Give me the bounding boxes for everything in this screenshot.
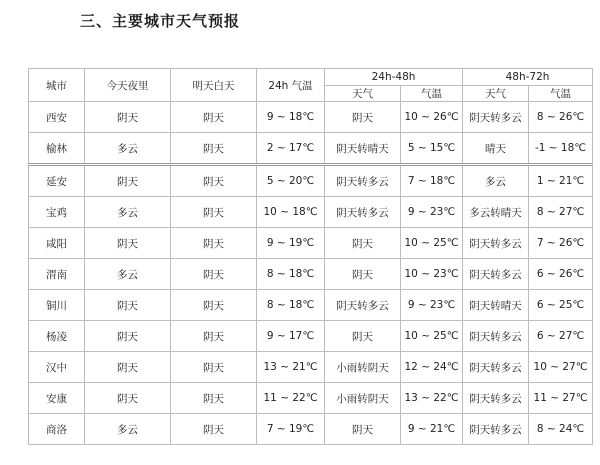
table-row xyxy=(29,259,593,290)
temp-24h-cell: 9 ~ 19℃ xyxy=(257,228,325,259)
header-period-48-72h: 48h-72h xyxy=(463,69,593,86)
tonight-cell: 阴天 xyxy=(85,352,171,383)
temp-24h-cell: 10 ~ 18℃ xyxy=(257,197,325,228)
tonight-cell: 阴天 xyxy=(85,228,171,259)
section-heading: 三、主要城市天气预报 xyxy=(80,12,241,30)
weather-72h-cell: 阴天转晴天 xyxy=(463,290,529,321)
weather-48h-cell: 阴天转多云 xyxy=(325,165,401,197)
header-temp-24h: 24h 气温 xyxy=(257,69,325,102)
header-city: 城市 xyxy=(29,69,85,102)
table-row xyxy=(29,197,593,228)
city-cell: 咸阳 xyxy=(29,228,85,259)
table-row xyxy=(29,228,593,259)
tomorrow-day-cell: 阴天 xyxy=(171,197,257,228)
temp-24h-cell: 11 ~ 22℃ xyxy=(257,383,325,414)
temp-24h-cell: 9 ~ 17℃ xyxy=(257,321,325,352)
tonight-cell: 多云 xyxy=(85,197,171,228)
temp-72h-cell: 11 ~ 27℃ xyxy=(529,383,593,414)
temp-72h-cell: 6 ~ 26℃ xyxy=(529,259,593,290)
weather-48h-cell: 阴天转晴天 xyxy=(325,133,401,165)
city-cell: 杨凌 xyxy=(29,321,85,352)
weather-72h-cell: 阴天转多云 xyxy=(463,321,529,352)
temp-48h-cell: 10 ~ 25℃ xyxy=(401,321,463,352)
tomorrow-day-cell: 阴天 xyxy=(171,414,257,445)
city-forecast-table xyxy=(28,68,593,445)
temp-48h-cell: 13 ~ 22℃ xyxy=(401,383,463,414)
temp-72h-cell: -1 ~ 18℃ xyxy=(529,133,593,165)
city-cell: 渭南 xyxy=(29,259,85,290)
temp-48h-cell: 12 ~ 24℃ xyxy=(401,352,463,383)
weather-48h-cell: 小雨转阴天 xyxy=(325,383,401,414)
temp-48h-cell: 10 ~ 25℃ xyxy=(401,228,463,259)
city-cell: 宝鸡 xyxy=(29,197,85,228)
table-row xyxy=(29,352,593,383)
tomorrow-day-cell: 阴天 xyxy=(171,259,257,290)
tonight-cell: 阴天 xyxy=(85,165,171,197)
tonight-cell: 多云 xyxy=(85,133,171,165)
weather-72h-cell: 晴天 xyxy=(463,133,529,165)
weather-48h-cell: 阴天转多云 xyxy=(325,290,401,321)
city-cell: 延安 xyxy=(29,165,85,197)
tomorrow-day-cell: 阴天 xyxy=(171,290,257,321)
temp-48h-cell: 7 ~ 18℃ xyxy=(401,165,463,197)
tonight-cell: 阴天 xyxy=(85,321,171,352)
temp-24h-cell: 5 ~ 20℃ xyxy=(257,165,325,197)
city-cell: 商洛 xyxy=(29,414,85,445)
table-row xyxy=(29,133,593,165)
weather-72h-cell: 阴天转多云 xyxy=(463,228,529,259)
weather-72h-cell: 阴天转多云 xyxy=(463,259,529,290)
table-row xyxy=(29,290,593,321)
temp-48h-cell: 10 ~ 23℃ xyxy=(401,259,463,290)
temp-48h-cell: 9 ~ 23℃ xyxy=(401,290,463,321)
tomorrow-day-cell: 阴天 xyxy=(171,383,257,414)
temp-24h-cell: 8 ~ 18℃ xyxy=(257,259,325,290)
tonight-cell: 阴天 xyxy=(85,290,171,321)
weather-48h-cell: 小雨转阴天 xyxy=(325,352,401,383)
city-cell: 铜川 xyxy=(29,290,85,321)
weather-48h-cell: 阴天 xyxy=(325,321,401,352)
city-cell: 汉中 xyxy=(29,352,85,383)
weather-72h-cell: 阴天转多云 xyxy=(463,383,529,414)
temp-72h-cell: 8 ~ 27℃ xyxy=(529,197,593,228)
temp-48h-cell: 5 ~ 15℃ xyxy=(401,133,463,165)
tomorrow-day-cell: 阴天 xyxy=(171,228,257,259)
temp-48h-cell: 10 ~ 26℃ xyxy=(401,102,463,133)
temp-72h-cell: 6 ~ 27℃ xyxy=(529,321,593,352)
temp-24h-cell: 7 ~ 19℃ xyxy=(257,414,325,445)
weather-72h-cell: 阴天转多云 xyxy=(463,414,529,445)
weather-48h-cell: 阴天转多云 xyxy=(325,197,401,228)
weather-72h-cell: 阴天转多云 xyxy=(463,102,529,133)
temp-72h-cell: 6 ~ 25℃ xyxy=(529,290,593,321)
weather-48h-cell: 阴天 xyxy=(325,259,401,290)
header-weather-48h: 天气 xyxy=(325,86,401,102)
tomorrow-day-cell: 阴天 xyxy=(171,102,257,133)
temp-24h-cell: 13 ~ 21℃ xyxy=(257,352,325,383)
weather-72h-cell: 阴天转多云 xyxy=(463,352,529,383)
temp-72h-cell: 1 ~ 21℃ xyxy=(529,165,593,197)
weather-72h-cell: 多云 xyxy=(463,165,529,197)
tonight-cell: 阴天 xyxy=(85,383,171,414)
temp-72h-cell: 7 ~ 26℃ xyxy=(529,228,593,259)
table-row xyxy=(29,102,593,133)
header-tonight: 今天夜里 xyxy=(85,69,171,102)
table-row xyxy=(29,414,593,445)
header-weather-72h: 天气 xyxy=(463,86,529,102)
header-period-24-48h: 24h-48h xyxy=(325,69,463,86)
city-cell: 榆林 xyxy=(29,133,85,165)
header-row-top xyxy=(29,69,593,86)
tomorrow-day-cell: 阴天 xyxy=(171,165,257,197)
temp-48h-cell: 9 ~ 23℃ xyxy=(401,197,463,228)
tomorrow-day-cell: 阴天 xyxy=(171,352,257,383)
weather-48h-cell: 阴天 xyxy=(325,228,401,259)
temp-24h-cell: 9 ~ 18℃ xyxy=(257,102,325,133)
tonight-cell: 多云 xyxy=(85,259,171,290)
temp-24h-cell: 8 ~ 18℃ xyxy=(257,290,325,321)
header-temp-48h: 气温 xyxy=(401,86,463,102)
weather-72h-cell: 多云转晴天 xyxy=(463,197,529,228)
tomorrow-day-cell: 阴天 xyxy=(171,133,257,165)
temp-48h-cell: 9 ~ 21℃ xyxy=(401,414,463,445)
temp-72h-cell: 8 ~ 24℃ xyxy=(529,414,593,445)
weather-48h-cell: 阴天 xyxy=(325,414,401,445)
tomorrow-day-cell: 阴天 xyxy=(171,321,257,352)
table-row xyxy=(29,321,593,352)
table-row xyxy=(29,383,593,414)
city-cell: 西安 xyxy=(29,102,85,133)
weather-48h-cell: 阴天 xyxy=(325,102,401,133)
temp-24h-cell: 2 ~ 17℃ xyxy=(257,133,325,165)
temp-72h-cell: 10 ~ 27℃ xyxy=(529,352,593,383)
table-row xyxy=(29,165,593,197)
tonight-cell: 多云 xyxy=(85,414,171,445)
header-temp-72h: 气温 xyxy=(529,86,593,102)
tonight-cell: 阴天 xyxy=(85,102,171,133)
header-tomorrow-day: 明天白天 xyxy=(171,69,257,102)
city-cell: 安康 xyxy=(29,383,85,414)
temp-72h-cell: 8 ~ 26℃ xyxy=(529,102,593,133)
